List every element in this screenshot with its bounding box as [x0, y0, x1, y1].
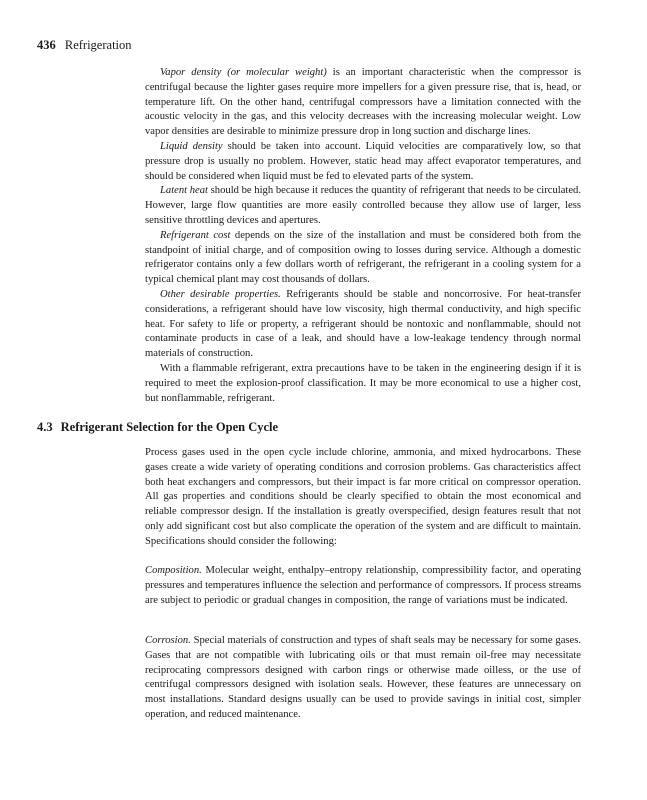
paragraph — [145, 184, 581, 228]
corrosion-block — [145, 634, 581, 723]
running-header — [37, 38, 132, 53]
paragraph-text: Molecular weight, enthalpy–entropy relationship, compressibility factor, and operating pressures and temperatures influence the selection and performance of compressors. If process streams are subject to periodic or gradual changes in composition, the range of variations must be indicated. — [145, 565, 581, 606]
paragraph-lead: Other desirable properties. — [160, 288, 281, 300]
paragraph-text: Refrigerants should be stable and noncorrosive. For heat-transfer considerations, a refrigerant should have low viscosity, high thermal conductivity, and high specific heat. For safety to life or property, a refrigerant should be nontoxic and nonflammable, should not contaminate products in case of a leak, and should have a low-leakage tendency through normal materials of construction. — [145, 288, 581, 360]
paragraph — [145, 362, 581, 406]
paragraph-text: should be taken into account. Liquid velocities are comparatively low, so that pressure drop is usually no problem. However, static head may affect evaporator temperatures, and should be considered when liquid must be fed to elevated parts of the system. — [145, 140, 581, 182]
paragraph-lead: Latent heat — [160, 185, 208, 197]
paragraph-lead: Refrigerant cost — [160, 229, 231, 241]
running-title: Refrigeration — [64, 38, 132, 52]
section-intro — [145, 446, 581, 550]
paragraph-text: With a flammable refrigerant, extra precautions have to be taken in the engineering design if it is required to meet the explosion-proof classification. It may be more economical to use a higher cost, but nonflammable, refrigerant. — [145, 362, 581, 404]
paragraph — [145, 66, 581, 140]
paragraph-text: is an important characteristic when the compressor is centrifugal because the lighter gases require more impellers for a given pressure rise, that is, head, or temperature lift. On the other hand, centrifugal compressors have a limitation connected with the acoustic velocity in the gas, and this velocity decreases with the increasing molecular weight. Low vapor densities are desirable to minimize pressure drop in long suction and discharge lines. — [145, 67, 581, 138]
paragraph — [145, 288, 581, 362]
page-number: 436 — [37, 38, 56, 52]
paragraph: Process gases used in the open cycle include chlorine, ammonia, and mixed hydrocarbons. These gases create a wide variety of operating conditions and corrosion problems. Gas characteristics affect both heat exchangers and compressors, but their impact is far more critical on compressor operation. All gas properties and conditions should be clearly specified to obtain the most economical and reliable compressor design. If the installation is greatly overspecified, design features result that not only add significant cost but also complicate the operation of the system and are difficult to maintain. Specifications should consider the following: — [145, 447, 581, 547]
composition-block — [145, 564, 581, 608]
paragraph — [145, 140, 581, 184]
paragraph — [145, 229, 581, 288]
body-text-top — [145, 66, 581, 406]
paragraph — [145, 564, 581, 608]
paragraph — [145, 634, 581, 723]
paragraph-lead: Composition. — [145, 565, 202, 576]
section-title: Refrigerant Selection for the Open Cycle — [60, 420, 279, 434]
paragraph-text: should be high because it reduces the quantity of refrigerant that needs to be circulated. However, large flow quantities are more easily controlled because they allow use of larger, less sensitive throttling devices and apertures. — [145, 185, 581, 226]
paragraph-lead: Corrosion. — [145, 635, 191, 646]
section-heading — [37, 420, 278, 435]
paragraph-lead: Liquid density — [160, 140, 223, 152]
paragraph-text: depends on the size of the installation and must be considered both from the standpoint of initial charge, and of composition owing to losses during service. Although a domestic refrigerator contains only a few dollars worth of refrigerant, the refrigerant in a cooling system for a typical chemical plant may cost thousands of dollars. — [145, 229, 581, 286]
section-number: 4.3 — [37, 420, 53, 434]
paragraph-text: Special materials of construction and types of shaft seals may be necessary for some gases. Gases that are not compatible with lubricating oils or that must remain oil-free may necessitate reciprocating compressors designed with carbon rings or otherwise made oilless, or the use of centrifugal compressors designed with isolation seals. However, these features are unnecessary on most installations. Standard designs usually can be used to provide savings in initial cost, simpler operation, and reduced maintenance. — [145, 635, 581, 720]
paragraph-lead: Vapor density (or molecular weight) — [160, 67, 327, 78]
